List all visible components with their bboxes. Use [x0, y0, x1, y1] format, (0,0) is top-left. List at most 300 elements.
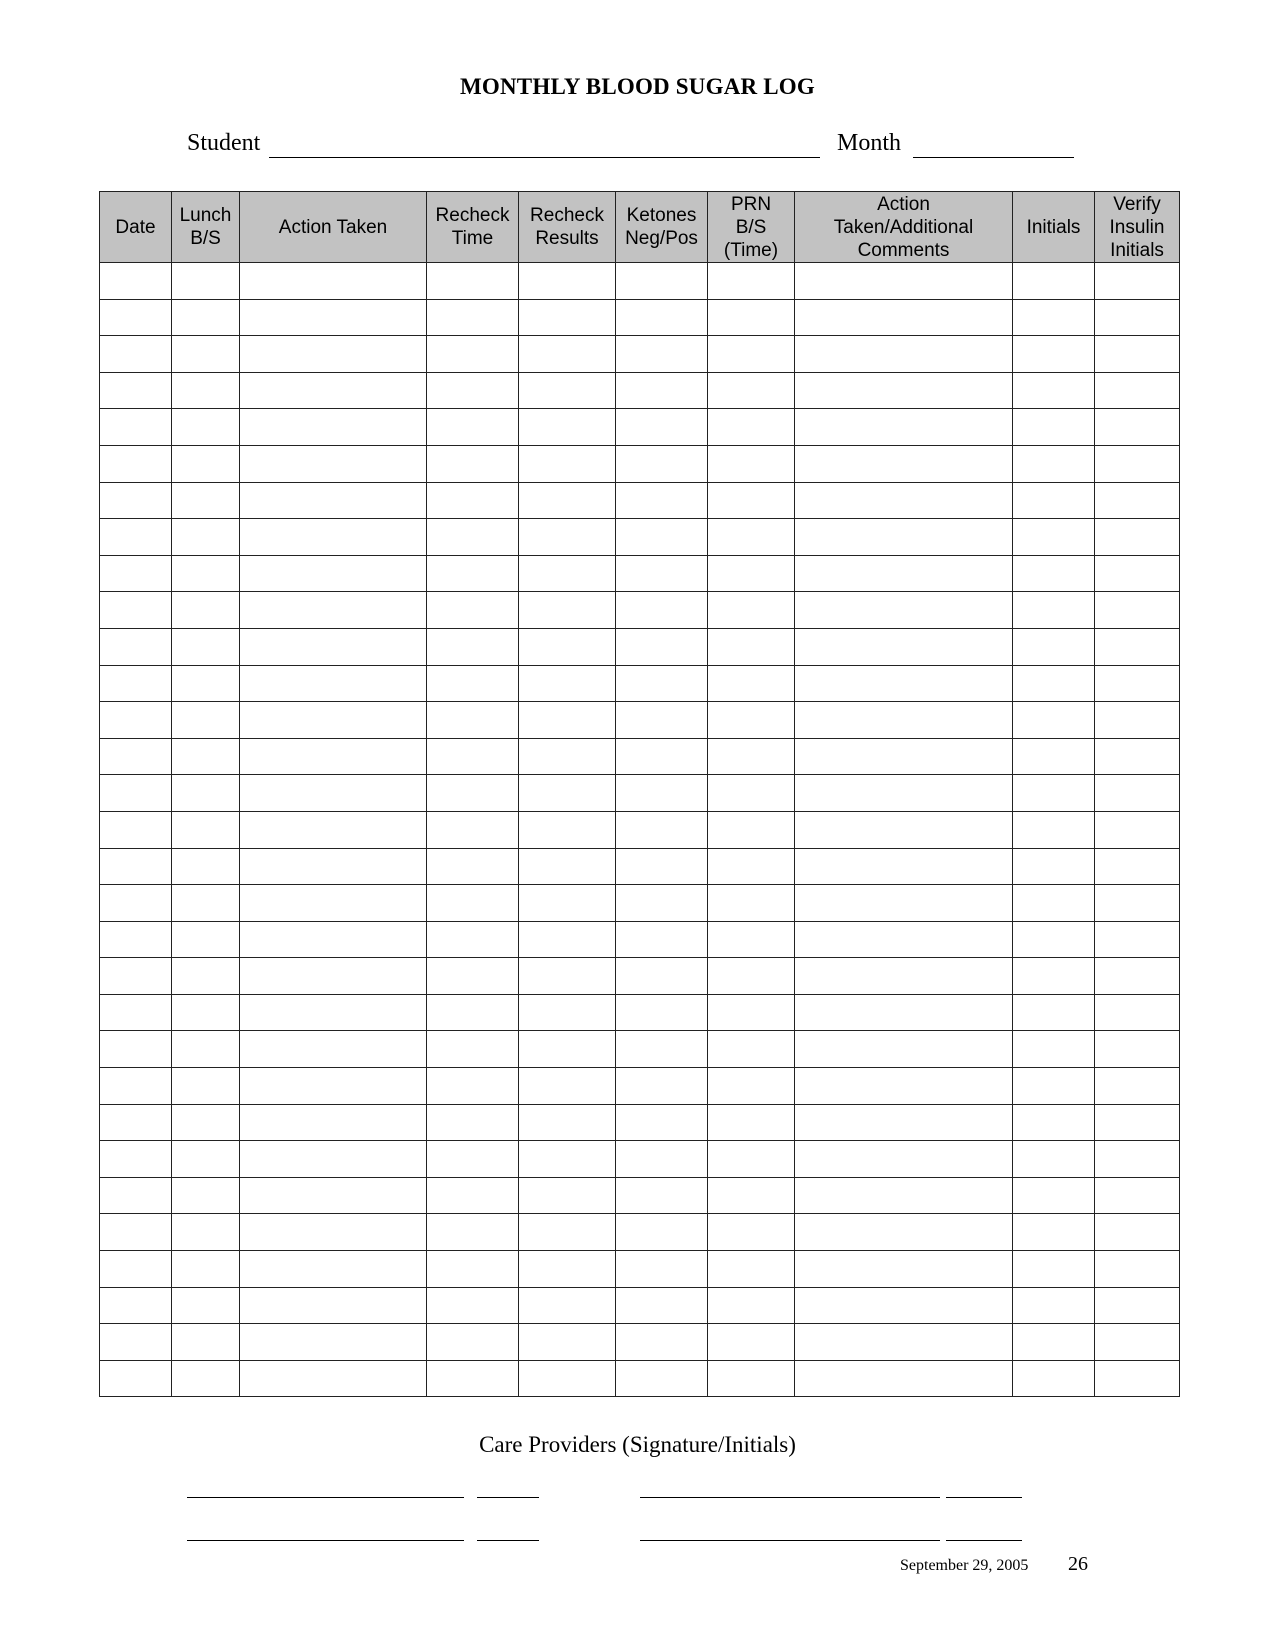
table-cell[interactable] [616, 336, 708, 373]
table-cell[interactable] [427, 1287, 519, 1324]
table-cell[interactable] [519, 299, 616, 336]
table-cell[interactable] [519, 1104, 616, 1141]
table-cell[interactable] [240, 1031, 427, 1068]
table-cell[interactable] [1013, 372, 1095, 409]
table-cell[interactable] [1095, 445, 1180, 482]
table-cell[interactable] [795, 1360, 1013, 1397]
table-cell[interactable] [616, 555, 708, 592]
table-cell[interactable] [616, 885, 708, 922]
table-cell[interactable] [240, 482, 427, 519]
table-cell[interactable] [100, 445, 172, 482]
table-cell[interactable] [708, 775, 795, 812]
table-cell[interactable] [795, 1214, 1013, 1251]
table-cell[interactable] [172, 994, 240, 1031]
table-cell[interactable] [1013, 299, 1095, 336]
table-cell[interactable] [100, 1214, 172, 1251]
table-cell[interactable] [240, 592, 427, 629]
table-cell[interactable] [1095, 811, 1180, 848]
table-cell[interactable] [427, 372, 519, 409]
table-cell[interactable] [427, 445, 519, 482]
table-cell[interactable] [100, 263, 172, 300]
table-cell[interactable] [616, 1287, 708, 1324]
table-cell[interactable] [240, 1068, 427, 1105]
table-cell[interactable] [519, 994, 616, 1031]
table-cell[interactable] [240, 1324, 427, 1361]
table-cell[interactable] [795, 848, 1013, 885]
table-cell[interactable] [240, 958, 427, 995]
table-cell[interactable] [172, 445, 240, 482]
table-cell[interactable] [172, 958, 240, 995]
table-cell[interactable] [100, 1104, 172, 1141]
table-cell[interactable] [427, 1068, 519, 1105]
table-cell[interactable] [616, 665, 708, 702]
table-cell[interactable] [708, 921, 795, 958]
table-cell[interactable] [795, 1251, 1013, 1288]
table-cell[interactable] [1095, 1031, 1180, 1068]
table-cell[interactable] [240, 848, 427, 885]
table-cell[interactable] [1095, 921, 1180, 958]
table-cell[interactable] [708, 372, 795, 409]
table-cell[interactable] [172, 1104, 240, 1141]
table-cell[interactable] [519, 555, 616, 592]
table-cell[interactable] [172, 665, 240, 702]
table-cell[interactable] [427, 1360, 519, 1397]
table-cell[interactable] [240, 519, 427, 556]
table-cell[interactable] [240, 372, 427, 409]
table-cell[interactable] [795, 885, 1013, 922]
table-cell[interactable] [616, 1141, 708, 1178]
table-cell[interactable] [708, 848, 795, 885]
table-cell[interactable] [795, 775, 1013, 812]
table-cell[interactable] [172, 811, 240, 848]
table-cell[interactable] [172, 482, 240, 519]
table-cell[interactable] [172, 299, 240, 336]
table-cell[interactable] [1013, 1324, 1095, 1361]
table-cell[interactable] [519, 1177, 616, 1214]
table-cell[interactable] [519, 1031, 616, 1068]
table-cell[interactable] [708, 1068, 795, 1105]
table-cell[interactable] [100, 702, 172, 739]
table-cell[interactable] [708, 445, 795, 482]
table-cell[interactable] [240, 811, 427, 848]
table-cell[interactable] [240, 299, 427, 336]
table-cell[interactable] [616, 1068, 708, 1105]
table-cell[interactable] [519, 336, 616, 373]
initials-line-4[interactable] [946, 1540, 1022, 1541]
table-cell[interactable] [708, 702, 795, 739]
table-cell[interactable] [616, 921, 708, 958]
table-cell[interactable] [172, 519, 240, 556]
table-cell[interactable] [172, 921, 240, 958]
table-cell[interactable] [616, 811, 708, 848]
table-cell[interactable] [100, 775, 172, 812]
table-cell[interactable] [795, 372, 1013, 409]
table-cell[interactable] [616, 775, 708, 812]
table-cell[interactable] [172, 1031, 240, 1068]
table-cell[interactable] [172, 263, 240, 300]
table-cell[interactable] [616, 1360, 708, 1397]
table-cell[interactable] [616, 994, 708, 1031]
table-cell[interactable] [240, 885, 427, 922]
table-cell[interactable] [427, 1104, 519, 1141]
table-cell[interactable] [1095, 1360, 1180, 1397]
table-cell[interactable] [1095, 372, 1180, 409]
table-cell[interactable] [240, 1214, 427, 1251]
table-cell[interactable] [172, 1177, 240, 1214]
table-cell[interactable] [172, 1068, 240, 1105]
table-cell[interactable] [519, 702, 616, 739]
table-cell[interactable] [708, 1141, 795, 1178]
table-cell[interactable] [427, 1214, 519, 1251]
table-cell[interactable] [795, 1177, 1013, 1214]
table-cell[interactable] [172, 372, 240, 409]
table-cell[interactable] [519, 482, 616, 519]
table-cell[interactable] [795, 1104, 1013, 1141]
table-cell[interactable] [708, 1360, 795, 1397]
table-cell[interactable] [616, 299, 708, 336]
table-cell[interactable] [616, 482, 708, 519]
table-cell[interactable] [795, 1068, 1013, 1105]
table-cell[interactable] [795, 409, 1013, 446]
table-cell[interactable] [519, 628, 616, 665]
table-cell[interactable] [616, 1324, 708, 1361]
table-cell[interactable] [240, 336, 427, 373]
table-cell[interactable] [708, 958, 795, 995]
table-cell[interactable] [100, 555, 172, 592]
signature-line-4[interactable] [640, 1540, 940, 1541]
table-cell[interactable] [1013, 263, 1095, 300]
table-cell[interactable] [708, 1287, 795, 1324]
table-cell[interactable] [172, 775, 240, 812]
table-cell[interactable] [616, 263, 708, 300]
table-cell[interactable] [708, 555, 795, 592]
table-cell[interactable] [795, 958, 1013, 995]
table-cell[interactable] [100, 1141, 172, 1178]
table-cell[interactable] [240, 555, 427, 592]
table-cell[interactable] [100, 409, 172, 446]
table-cell[interactable] [240, 1141, 427, 1178]
table-cell[interactable] [240, 921, 427, 958]
table-cell[interactable] [1013, 994, 1095, 1031]
table-cell[interactable] [427, 665, 519, 702]
table-cell[interactable] [427, 1251, 519, 1288]
table-cell[interactable] [616, 445, 708, 482]
table-cell[interactable] [427, 482, 519, 519]
table-cell[interactable] [708, 482, 795, 519]
table-cell[interactable] [519, 921, 616, 958]
table-cell[interactable] [172, 1214, 240, 1251]
table-cell[interactable] [1095, 665, 1180, 702]
table-cell[interactable] [427, 811, 519, 848]
table-cell[interactable] [1013, 738, 1095, 775]
table-cell[interactable] [240, 628, 427, 665]
table-cell[interactable] [795, 299, 1013, 336]
table-cell[interactable] [795, 1141, 1013, 1178]
table-cell[interactable] [519, 738, 616, 775]
table-cell[interactable] [1095, 263, 1180, 300]
table-cell[interactable] [427, 702, 519, 739]
table-cell[interactable] [240, 738, 427, 775]
table-cell[interactable] [100, 372, 172, 409]
table-cell[interactable] [1013, 1031, 1095, 1068]
table-cell[interactable] [240, 1360, 427, 1397]
table-cell[interactable] [1095, 775, 1180, 812]
table-cell[interactable] [427, 921, 519, 958]
table-cell[interactable] [795, 1287, 1013, 1324]
table-cell[interactable] [1095, 702, 1180, 739]
initials-line-2[interactable] [946, 1497, 1022, 1498]
table-cell[interactable] [795, 263, 1013, 300]
table-cell[interactable] [795, 592, 1013, 629]
table-cell[interactable] [616, 1214, 708, 1251]
table-cell[interactable] [519, 1287, 616, 1324]
table-cell[interactable] [1095, 555, 1180, 592]
table-cell[interactable] [100, 482, 172, 519]
table-cell[interactable] [1013, 592, 1095, 629]
table-cell[interactable] [172, 1324, 240, 1361]
table-cell[interactable] [240, 1104, 427, 1141]
table-cell[interactable] [100, 336, 172, 373]
table-cell[interactable] [519, 958, 616, 995]
table-cell[interactable] [100, 921, 172, 958]
table-cell[interactable] [616, 592, 708, 629]
table-cell[interactable] [1013, 555, 1095, 592]
table-cell[interactable] [616, 372, 708, 409]
table-cell[interactable] [427, 848, 519, 885]
table-cell[interactable] [172, 702, 240, 739]
table-cell[interactable] [1013, 445, 1095, 482]
table-cell[interactable] [519, 519, 616, 556]
table-cell[interactable] [795, 445, 1013, 482]
table-cell[interactable] [795, 555, 1013, 592]
table-cell[interactable] [1013, 336, 1095, 373]
table-cell[interactable] [240, 1177, 427, 1214]
table-cell[interactable] [427, 775, 519, 812]
table-cell[interactable] [616, 1104, 708, 1141]
table-cell[interactable] [519, 1360, 616, 1397]
table-cell[interactable] [795, 482, 1013, 519]
table-cell[interactable] [1095, 299, 1180, 336]
table-cell[interactable] [519, 665, 616, 702]
table-cell[interactable] [708, 409, 795, 446]
table-cell[interactable] [519, 1324, 616, 1361]
table-cell[interactable] [172, 409, 240, 446]
table-cell[interactable] [519, 592, 616, 629]
table-cell[interactable] [100, 1031, 172, 1068]
table-cell[interactable] [427, 885, 519, 922]
table-cell[interactable] [708, 1214, 795, 1251]
table-cell[interactable] [708, 1104, 795, 1141]
table-cell[interactable] [427, 409, 519, 446]
table-cell[interactable] [100, 885, 172, 922]
table-cell[interactable] [240, 1251, 427, 1288]
table-cell[interactable] [1013, 628, 1095, 665]
table-cell[interactable] [795, 702, 1013, 739]
table-cell[interactable] [795, 519, 1013, 556]
table-cell[interactable] [708, 1324, 795, 1361]
table-cell[interactable] [172, 885, 240, 922]
table-cell[interactable] [795, 336, 1013, 373]
table-cell[interactable] [1013, 1068, 1095, 1105]
table-cell[interactable] [708, 994, 795, 1031]
table-cell[interactable] [1013, 409, 1095, 446]
table-cell[interactable] [427, 519, 519, 556]
signature-line-2[interactable] [640, 1497, 940, 1498]
table-cell[interactable] [100, 665, 172, 702]
table-cell[interactable] [795, 994, 1013, 1031]
table-cell[interactable] [100, 519, 172, 556]
table-cell[interactable] [172, 1141, 240, 1178]
table-cell[interactable] [1013, 519, 1095, 556]
table-cell[interactable] [1095, 482, 1180, 519]
table-cell[interactable] [1013, 885, 1095, 922]
table-cell[interactable] [100, 628, 172, 665]
table-cell[interactable] [1013, 1177, 1095, 1214]
table-cell[interactable] [427, 1141, 519, 1178]
table-cell[interactable] [519, 263, 616, 300]
table-cell[interactable] [427, 555, 519, 592]
table-cell[interactable] [519, 811, 616, 848]
table-cell[interactable] [1013, 702, 1095, 739]
table-cell[interactable] [240, 263, 427, 300]
table-cell[interactable] [616, 738, 708, 775]
table-cell[interactable] [100, 1360, 172, 1397]
table-cell[interactable] [100, 994, 172, 1031]
table-cell[interactable] [708, 885, 795, 922]
table-cell[interactable] [240, 702, 427, 739]
table-cell[interactable] [1095, 885, 1180, 922]
table-cell[interactable] [1013, 848, 1095, 885]
table-cell[interactable] [795, 811, 1013, 848]
table-cell[interactable] [172, 628, 240, 665]
table-cell[interactable] [427, 299, 519, 336]
table-cell[interactable] [1095, 1177, 1180, 1214]
student-name-blank[interactable] [269, 157, 820, 158]
table-cell[interactable] [1013, 1141, 1095, 1178]
table-cell[interactable] [172, 1360, 240, 1397]
table-cell[interactable] [1095, 1104, 1180, 1141]
table-cell[interactable] [1095, 994, 1180, 1031]
table-cell[interactable] [1095, 1214, 1180, 1251]
table-cell[interactable] [100, 958, 172, 995]
table-cell[interactable] [616, 1031, 708, 1068]
table-cell[interactable] [795, 738, 1013, 775]
table-cell[interactable] [519, 848, 616, 885]
table-cell[interactable] [172, 1287, 240, 1324]
table-cell[interactable] [1013, 921, 1095, 958]
table-cell[interactable] [616, 848, 708, 885]
table-cell[interactable] [240, 1287, 427, 1324]
table-cell[interactable] [1095, 1251, 1180, 1288]
table-cell[interactable] [427, 1177, 519, 1214]
table-cell[interactable] [708, 628, 795, 665]
table-cell[interactable] [1095, 628, 1180, 665]
table-cell[interactable] [1013, 665, 1095, 702]
table-cell[interactable] [172, 1251, 240, 1288]
table-cell[interactable] [100, 1287, 172, 1324]
table-cell[interactable] [519, 1251, 616, 1288]
table-cell[interactable] [708, 1177, 795, 1214]
table-cell[interactable] [1095, 1324, 1180, 1361]
table-cell[interactable] [1013, 1104, 1095, 1141]
table-cell[interactable] [795, 665, 1013, 702]
table-cell[interactable] [616, 1177, 708, 1214]
table-cell[interactable] [708, 665, 795, 702]
table-cell[interactable] [427, 1324, 519, 1361]
table-cell[interactable] [708, 592, 795, 629]
table-cell[interactable] [100, 738, 172, 775]
table-cell[interactable] [1095, 1287, 1180, 1324]
table-cell[interactable] [519, 885, 616, 922]
table-cell[interactable] [1095, 738, 1180, 775]
table-cell[interactable] [519, 1141, 616, 1178]
table-cell[interactable] [1013, 958, 1095, 995]
signature-line-3[interactable] [187, 1540, 464, 1541]
table-cell[interactable] [1095, 848, 1180, 885]
table-cell[interactable] [427, 628, 519, 665]
table-cell[interactable] [616, 1251, 708, 1288]
table-cell[interactable] [427, 958, 519, 995]
table-cell[interactable] [708, 738, 795, 775]
month-blank[interactable] [913, 157, 1074, 158]
table-cell[interactable] [1095, 592, 1180, 629]
table-cell[interactable] [1013, 1251, 1095, 1288]
table-cell[interactable] [1095, 1068, 1180, 1105]
table-cell[interactable] [100, 1068, 172, 1105]
table-cell[interactable] [100, 1324, 172, 1361]
table-cell[interactable] [1013, 482, 1095, 519]
table-cell[interactable] [172, 848, 240, 885]
table-cell[interactable] [1095, 1141, 1180, 1178]
table-cell[interactable] [100, 811, 172, 848]
table-cell[interactable] [172, 738, 240, 775]
initials-line-3[interactable] [477, 1540, 539, 1541]
table-cell[interactable] [708, 299, 795, 336]
table-cell[interactable] [708, 336, 795, 373]
table-cell[interactable] [100, 592, 172, 629]
table-cell[interactable] [795, 628, 1013, 665]
table-cell[interactable] [1013, 811, 1095, 848]
table-cell[interactable] [240, 994, 427, 1031]
table-cell[interactable] [240, 409, 427, 446]
table-cell[interactable] [616, 958, 708, 995]
table-cell[interactable] [427, 336, 519, 373]
table-cell[interactable] [519, 1068, 616, 1105]
table-cell[interactable] [172, 555, 240, 592]
table-cell[interactable] [1095, 958, 1180, 995]
initials-line-1[interactable] [477, 1497, 539, 1498]
table-cell[interactable] [240, 665, 427, 702]
table-cell[interactable] [1095, 409, 1180, 446]
table-cell[interactable] [427, 263, 519, 300]
table-cell[interactable] [1013, 1360, 1095, 1397]
table-cell[interactable] [708, 263, 795, 300]
table-cell[interactable] [100, 848, 172, 885]
table-cell[interactable] [616, 628, 708, 665]
table-cell[interactable] [1095, 336, 1180, 373]
table-cell[interactable] [240, 445, 427, 482]
table-cell[interactable] [100, 1251, 172, 1288]
table-cell[interactable] [1013, 1214, 1095, 1251]
table-cell[interactable] [708, 1251, 795, 1288]
table-cell[interactable] [795, 921, 1013, 958]
table-cell[interactable] [1013, 775, 1095, 812]
table-cell[interactable] [427, 592, 519, 629]
table-cell[interactable] [172, 336, 240, 373]
table-cell[interactable] [519, 409, 616, 446]
table-cell[interactable] [519, 775, 616, 812]
table-cell[interactable] [427, 994, 519, 1031]
